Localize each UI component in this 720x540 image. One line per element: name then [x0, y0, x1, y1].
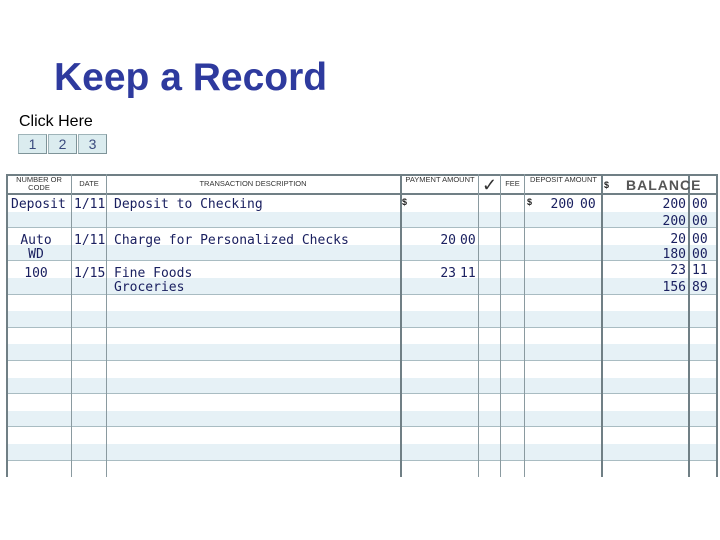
register-row-band [6, 461, 718, 477]
column-divider [688, 174, 690, 477]
row2-balance-line2-dollars: 180 [662, 247, 686, 262]
register-row-band [6, 212, 718, 229]
page-button-1[interactable]: 1 [18, 134, 47, 154]
row2-payment-cents: 00 [460, 233, 476, 248]
register-row-band [6, 378, 718, 395]
row2-date: 1/11 [74, 233, 106, 248]
page-button-2[interactable]: 2 [48, 134, 77, 154]
row1-number: Deposit [11, 197, 66, 212]
dollar-sign: $ [604, 180, 610, 190]
column-divider [400, 174, 402, 477]
row1-balance-line1-dollars: 200 [662, 197, 686, 212]
row3-description-line1: Fine Foods [114, 266, 193, 281]
header-balance: BALANCE [626, 177, 702, 193]
row1-deposit-dollars: 200 [550, 197, 574, 212]
row1-date: 1/11 [74, 197, 106, 212]
column-divider [500, 174, 501, 477]
row2-payment-dollars: 20 [440, 233, 456, 248]
row3-payment-cents: 11 [460, 266, 476, 281]
row2-balance-line1-cents: 00 [692, 232, 708, 247]
register-row-band [6, 411, 718, 428]
checkmark-icon: ✓ [482, 175, 498, 195]
dollar-sign: $ [527, 197, 533, 207]
row3-balance-line2-dollars: 156 [662, 280, 686, 295]
row3-description-line2: Groceries [114, 280, 185, 295]
row2-description: Charge for Personalized Checks [114, 233, 349, 248]
register-row-band [6, 427, 718, 444]
register-row-band [6, 311, 718, 328]
register-row-band [6, 394, 718, 411]
register-row-band [6, 261, 718, 278]
header-number: NUMBER OR CODE [16, 175, 62, 192]
page-title: Keep a Record [54, 56, 328, 99]
row3-number: 100 [24, 266, 48, 281]
register-row-band [6, 444, 718, 461]
header-fee: FEE [505, 179, 520, 188]
column-divider [601, 174, 603, 477]
register-border-right [716, 174, 718, 477]
row2-balance-line1-dollars: 20 [670, 232, 686, 247]
row1-deposit-cents: 00 [580, 197, 596, 212]
click-here-label: Click Here [19, 113, 93, 130]
header-description: TRANSACTION DESCRIPTION [199, 179, 307, 188]
register-row-band [6, 295, 718, 312]
register-row-band [6, 228, 718, 245]
row2-number-line1: Auto [20, 233, 52, 248]
check-register [6, 174, 718, 477]
header-deposit: DEPOSIT AMOUNT [530, 175, 597, 184]
register-row-band [6, 344, 718, 361]
register-row-band [6, 361, 718, 378]
register-row-band [6, 328, 718, 345]
column-divider [524, 174, 525, 477]
header-date: DATE [79, 179, 99, 188]
row3-balance-line1-dollars: 23 [670, 263, 686, 278]
row1-description: Deposit to Checking [114, 197, 263, 212]
page-button-3[interactable]: 3 [78, 134, 107, 154]
column-divider [106, 174, 107, 477]
header-payment: PAYMENT AMOUNT [405, 175, 475, 184]
column-divider [478, 174, 479, 477]
row3-payment-dollars: 23 [440, 266, 456, 281]
dollar-sign: $ [402, 197, 408, 207]
row1-balance-line2-dollars: 200 [662, 214, 686, 229]
row3-balance-line2-cents: 89 [692, 280, 708, 295]
register-row-band [6, 195, 718, 212]
row3-date: 1/15 [74, 266, 106, 281]
page-buttons [18, 134, 108, 154]
register-row-band [6, 278, 718, 295]
row1-balance-line2-cents: 00 [692, 214, 708, 229]
register-border-left [6, 174, 8, 477]
row2-balance-line2-cents: 00 [692, 247, 708, 262]
row1-balance-line1-cents: 00 [692, 197, 708, 212]
register-row-band [6, 245, 718, 262]
row2-number-line2: WD [28, 247, 44, 262]
row3-balance-line1-cents: 11 [692, 263, 708, 278]
column-divider [71, 174, 72, 477]
